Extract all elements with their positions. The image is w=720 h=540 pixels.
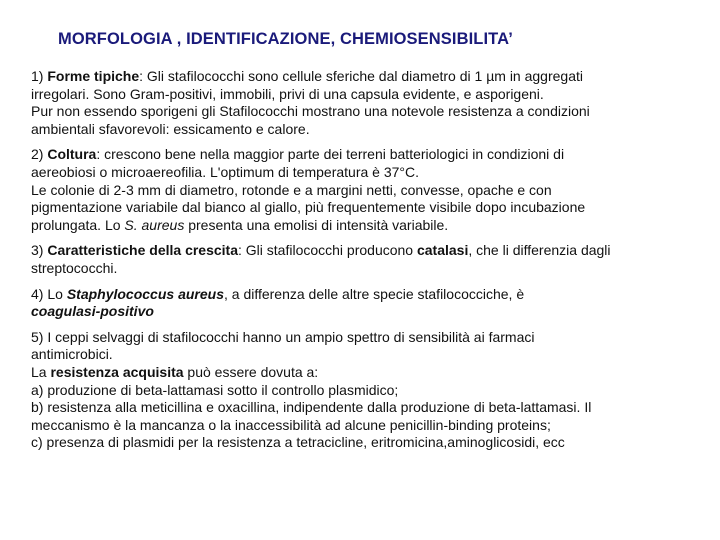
text-line [31, 399, 701, 417]
text-line [31, 199, 701, 217]
section-1 [31, 68, 701, 138]
text-segment: 5) I ceppi selvaggi di stafilococchi hanno un ampio spettro di sensibilità ai farmaci [31, 328, 535, 345]
text-segment: antimicrobici. [31, 346, 113, 363]
text-segment: a) produzione di beta-lattamasi sotto il controllo plasmidico; [31, 381, 399, 398]
text-line [31, 329, 701, 347]
section-4 [31, 286, 701, 321]
text-line [31, 217, 701, 235]
bold-term: Coltura [47, 146, 97, 163]
text-segment: streptococchi. [31, 259, 118, 276]
text-segment: meccanismo è la mancanza o la inaccessibilità ad alcune penicillin-binding proteins; [31, 416, 551, 433]
bold-term: Forme tipiche [47, 68, 140, 84]
text-line [31, 303, 701, 321]
italic-term: S. aureus [124, 216, 185, 233]
text-line [31, 346, 701, 364]
text-line [31, 164, 701, 182]
text-segment: prolungata. Lo [31, 216, 125, 233]
text-line [31, 121, 701, 139]
bold-term: Staphylococcus aureus [66, 285, 224, 302]
text-segment: presenta una emolisi di intensità variabile. [184, 216, 449, 233]
bold-term: catalasi [416, 242, 469, 259]
text-segment: , a differenza delle altre specie stafilococciche, è [223, 285, 525, 302]
section-5 [31, 329, 701, 452]
text-segment: 1) [31, 68, 48, 84]
text-segment: c) presenza di plasmidi per la resistenza a tetracicline, eritromicina,aminoglicosidi, ecc [31, 434, 565, 451]
slide-title: MORFOLOGIA , IDENTIFICAZIONE, CHEMIOSENSIBILITA’ [58, 30, 513, 48]
text-segment: : Gli stafilococchi producono [238, 242, 417, 259]
text-segment: Pur non essendo sporigeni gli Stafilococchi mostrano una notevole resistenza a condizioni [31, 103, 590, 120]
text-segment: 4) Lo [31, 285, 67, 302]
bold-italic-term [31, 303, 154, 319]
text-segment: può essere dovuta a: [183, 363, 319, 380]
bold-term: resistenza acquisita [50, 363, 184, 380]
bold-italic-term [67, 286, 224, 302]
text-segment: : Gli stafilococchi sono cellule sferiche dal diametro di 1 µm in aggregati [139, 68, 583, 84]
text-line [31, 382, 701, 400]
text-segment: b) resistenza alla meticillina e oxacillina, indipendente dalla produzione di beta-lattamasi. Il [31, 399, 592, 416]
text-line [31, 417, 701, 435]
text-line [31, 103, 701, 121]
bold-term: Caratteristiche della crescita [47, 242, 238, 259]
text-line [31, 260, 701, 278]
text-segment: , che li differenzia dagli [468, 242, 611, 259]
slide-body [31, 68, 701, 460]
text-segment: 2) [31, 146, 48, 163]
section-2 [31, 146, 701, 234]
text-segment: Le colonie di 2-3 mm di diametro, rotonde e a margini netti, convesse, opache e con [31, 181, 552, 198]
text-line [31, 364, 701, 382]
text-segment: aereobiosi o microaereofilia. L'optimum di temperatura è 37°C. [31, 163, 420, 180]
text-line [31, 242, 701, 260]
text-line [31, 182, 701, 200]
text-line [31, 68, 701, 86]
text-segment: pigmentazione variabile dal bianco al giallo, più frequentemente visibile dopo incubazione [31, 199, 586, 216]
text-segment: La [31, 363, 51, 380]
text-line [31, 286, 701, 304]
text-segment: irregolari. Sono Gram-positivi, immobili, privi di una capsula evidente, e asporigeni. [31, 85, 544, 102]
text-segment: : crescono bene nella maggior parte dei terreni batteriologici in condizioni di [96, 146, 565, 163]
text-segment: 3) [31, 242, 48, 259]
text-line [31, 146, 701, 164]
bold-term: coagulasi-positivo [31, 303, 154, 320]
text-line [31, 86, 701, 104]
text-line [31, 434, 701, 452]
section-3 [31, 242, 701, 277]
text-segment: ambientali sfavorevoli: essicamento e calore. [31, 120, 310, 137]
